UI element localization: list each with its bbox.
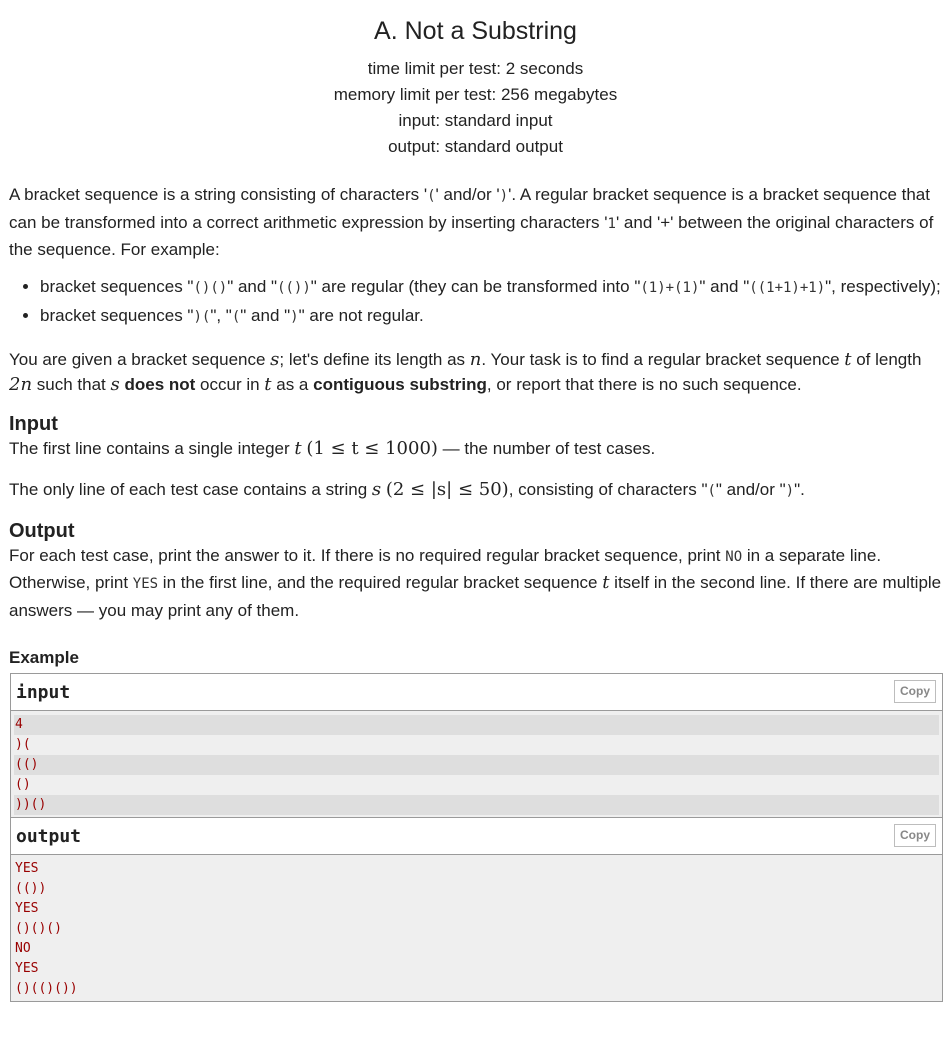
legend-paragraph-1: A bracket sequence is a string consisting of characters '(' and/or ')'. A regular bracket sequence is a bracket sequence that can be transformed into a correct arithmetic expression by inserting characters '1' and '+' between the original characters of the sequence. For example:	[9, 185, 934, 259]
sample-output-box	[10, 818, 943, 1002]
sample-input-line: ()	[15, 777, 31, 792]
input-paragraph-1: The first line contains a single integer t (1 ≤ t ≤ 1000) — the number of test cases.	[9, 437, 656, 459]
examples-list	[9, 273, 942, 331]
example-title: Example	[9, 648, 79, 667]
sample-input-header	[11, 674, 942, 711]
sample-output-line: ()(()())	[15, 981, 78, 996]
problem-title: A. Not a Substring	[374, 17, 577, 45]
sample-output-line: ()()()	[15, 921, 62, 936]
sample-output-line: YES	[15, 961, 39, 976]
problem-statement	[0, 14, 952, 1002]
problem-limits	[9, 56, 942, 160]
sample-output-label: output	[16, 826, 82, 847]
sample-input-line: ))()	[14, 795, 939, 815]
time-limit: time limit per test: 2 seconds	[367, 59, 584, 78]
sample-input-label: input	[16, 682, 71, 703]
copy-output-button[interactable]: Copy	[894, 824, 936, 847]
input-section-title: Input	[9, 412, 58, 435]
output-paragraph: For each test case, print the answer to it. If there is no required regular bracket sequence, print NO in a separate line. Otherwise, print YES in the first line, and the required regular bracket sequence t itself in the second line. If there are multiple answers — you may print any of them.	[9, 545, 942, 620]
sample-output-content	[11, 855, 942, 1001]
list-item: • bracket sequences "()()" and "(())" are regular (they can be transformed into "(1)+(1)" and "((1+1)+1)", respectively);	[40, 273, 942, 302]
legend-paragraph-2: You are given a bracket sequence s; let's define its length as n. Your task is to find a regular bracket sequence t of length 2n such that s does not occur in t as a contiguous substring, or report that there is no such sequence.	[9, 348, 922, 395]
list-item: • bracket sequences ")(", "(" and ")" are not regular.	[40, 302, 942, 331]
sample-input-line: 4	[14, 715, 939, 735]
sample-input-line: )(	[15, 737, 31, 752]
output-file: output: standard output	[388, 137, 563, 156]
sample-output-line: (())	[15, 881, 47, 896]
input-file: input: standard input	[398, 111, 553, 130]
memory-limit: memory limit per test: 256 megabytes	[333, 85, 618, 104]
sample-output-header	[11, 818, 942, 855]
sample-input-box	[10, 673, 943, 818]
sample-output-line: YES	[15, 861, 39, 876]
input-paragraph-2: The only line of each test case contains a string s (2 ≤ |s| ≤ 50), consisting of characters "(" and/or ")".	[9, 479, 805, 500]
sample-output-line: YES	[15, 901, 39, 916]
copy-input-button[interactable]: Copy	[894, 680, 936, 703]
sample-input-line: (()	[14, 755, 939, 775]
sample-output-line: NO	[15, 941, 31, 956]
sample-input-content	[11, 711, 942, 817]
output-section-title: Output	[9, 519, 75, 542]
